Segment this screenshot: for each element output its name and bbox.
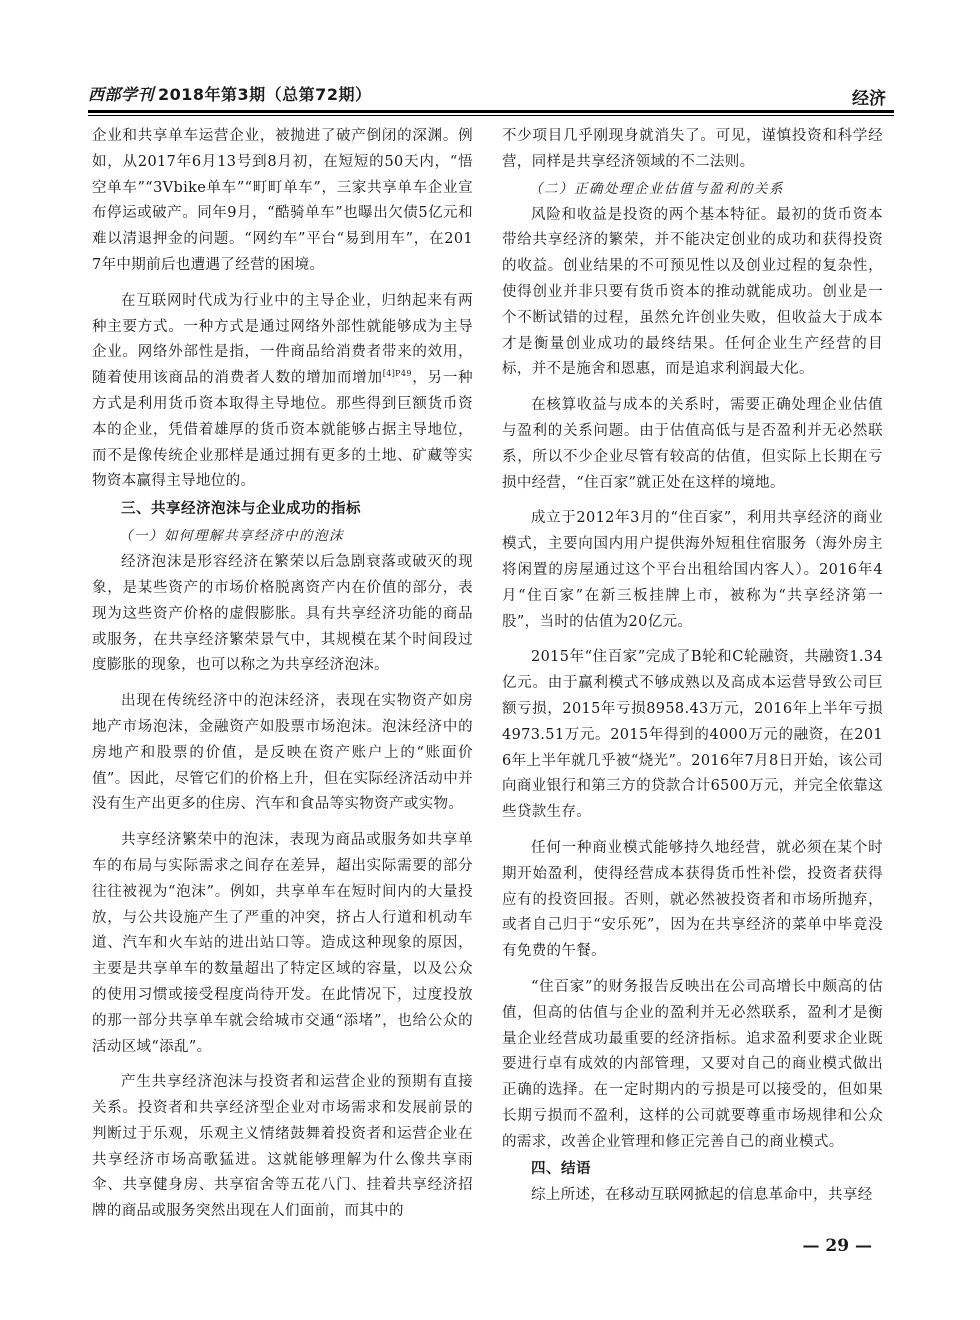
paragraph: [92, 289, 473, 495]
paragraph: “住百家”的财务报告反映出在公司高增长中颇高的估值，但高的估值与企业的盈利并无必然联系，盈利才是衡量企业经营成功最重要的经济指标。追求盈利要求企业既要进行卓有成效的内部管理，又要对自己的商业模式做出正确的选择。在一定时期内的亏损是可以接受的，但如果长期亏损而不盈利，这样的公司就要尊重市场规律和公众的需求，改善企业管理和修正完善自己的商业模式。: [502, 978, 883, 1150]
page-number: — 29 —: [802, 1236, 872, 1256]
section-heading: 三、共享经济泡沫与企业成功的指标: [121, 501, 361, 518]
section-heading: 四、结语: [531, 1161, 591, 1178]
paragraph: 产生共享经济泡沫与投资者和运营企业的预期有直接关系。投资者和共享经济型企业对市场需求和发展前景的判断过于乐观，乐观主义情绪鼓舞着投资者和运营企业在共享经济市场高歌猛进。这就能够理解为什么像共享雨伞、共享健身房、共享宿舍等五花八门、挂着共享经济招牌的商品或服务突然出现在人们面前，而其中的: [92, 1074, 473, 1220]
left-column: [92, 124, 473, 1225]
paragraph: 出现在传统经济中的泡沫经济，表现在实物资产如房地产市场泡沫，金融资产如股票市场泡沫。泡沫经济中的房地产和股票的价值，是反映在资产账户上的“账面价值”。因此，尽管它们的价格上升，但在实际经济活动中并没有生产出更多的住房、汽车和食品等实物资产或实物。: [92, 693, 473, 813]
paragraph: 成立于2012年3月的“住百家”，利用共享经济的商业模式，主要向国内用户提供海外短租住宿服务（海外房主将闲置的房屋通过这个平台出租给国内客人）。2016年4月“住百家”在新三板挂牌上市，被称为“共享经济第一股”，当时的估值为20亿元。: [502, 510, 883, 630]
paragraph: 经济泡沫是形容经济在繁荣以后急剧衰落或破灭的现象，是某些资产的市场价格脱离资产内在价值的部分，表现为这些资产价格的虚假膨胀。具有共享经济功能的商品或服务，在共享经济繁荣景气中，其规模在某个时间段过度膨胀的现象，也可以称之为共享经济泡沫。: [92, 554, 473, 674]
paragraph: 在核算收益与成本的关系时，需要正确处理企业估值与盈利的关系问题。由于估值高低与是否盈利并无必然联系，所以不少企业尽管有较高的估值，但实际上长期在亏损中经营，“住百家”就正处在这样的境地。: [502, 397, 883, 491]
citation-ref: [4]P49: [382, 369, 412, 379]
journal-name: 西部学刊: [88, 85, 155, 104]
paragraph-text: ，另一种方式是利用货币资本取得主导地位。那些得到巨额货币资本的企业，凭借着雄厚的货币资本就能够占据主导地位，而不是像传统企业那样是通过拥有更多的土地、矿藏等实物资本赢得主导地位的。: [92, 370, 473, 490]
journal-issue-line: [88, 82, 371, 105]
issue-info: 2018年第3期（总第72期）: [158, 85, 372, 104]
paragraph: 不少项目几乎刚现身就消失了。可见，谨慎投资和科学经营，同样是共享经济领域的不二法则。: [502, 128, 883, 170]
paragraph: 任何一种商业模式能够持久地经营，就必须在某个时期开始盈利，使得经营成本获得货币性补偿，投资者获得应有的投资回报。否则，就必然被投资者和市场所抛弃，或者自己归于“安乐死”，因为在共享经济的菜单中毕竟没有免费的午餐。: [502, 839, 883, 960]
header-rule-thick: [88, 110, 894, 113]
paragraph: 企业和共享单车运营企业，被抛进了破产倒闭的深渊。例如，从2017年6月13号到8月初，在短短的50天内，“悟空单车”“3Vbike单车”“町町单车”，三家共享单车企业宣布停运或破产。同年9月，“酷骑单车”也曝出欠债5亿元和难以清退押金的问题。“网约车”平台“易到用车”，在2017年中期前后也遭遇了经营的困境。: [92, 128, 473, 273]
subsection-heading: （二）正确处理企业估值与盈利的关系: [529, 180, 784, 197]
paragraph: 共享经济繁荣中的泡沫，表现为商品或服务如共享单车的布局与实际需求之间存在差异，超出实际需要的部分往往被视为“泡沫”。例如，共享单车在短时间内的大量投放，与公共设施产生了严重的冲突，挤占人行道和机动车道、汽车和火车站的进出站口等。造成这种现象的原因，主要是共享单车的数量超出了特定区域的容量，以及公众的使用习惯或接受程度尚待开发。在此情况下，过度投放的那一部分共享单车就会给城市交通“添堵”，也给公众的活动区域“添乱”。: [92, 832, 473, 1055]
header-rule-thin: [88, 115, 894, 116]
running-header: [88, 80, 894, 108]
paragraph: 2015年“住百家”完成了B轮和C轮融资，共融资1.34亿元。由于赢利模式不够成熟以及高成本运营导致公司巨额亏损，2015年亏损8958.43万元，2016年上半年亏损4973.51万元。2015年得到的4000万元的融资，在2016年上半年就几乎被“烧光”。2016年7月8日开始，该公司向商业银行和第三方的贷款合计6500万元，并完全依靠这些贷款生存。: [502, 649, 883, 821]
paragraph: 风险和收益是投资的两个基本特征。最初的货币资本带给共享经济的繁荣，并不能决定创业的成功和获得投资的收益。创业结果的不可预见性以及创业过程的复杂性，使得创业并非只要有货币资本的推动就能成功。创业是一个不断试错的过程，虽然允许创业失败，但收益大于成本才是衡量创业成功的最终结果。任何企业生产经营的目标，并不是施舍和恩惠，而是追求利润最大化。: [502, 206, 883, 378]
subsection-heading: （一）如何理解共享经济中的泡沫: [119, 528, 344, 545]
section-tag: 经济: [852, 89, 886, 109]
paragraph: 综上所述，在移动互联网掀起的信息革命中，共享经: [531, 1187, 873, 1204]
paragraph-text: 在互联网时代成为行业中的主导企业，归纳起来有两种主要方式。一种方式是通过网络外部性就能够成为主导企业。网络外部性是指，一件商品给消费者带来的效用，随着使用该商品的消费者人数的增加而增加: [92, 292, 473, 387]
right-column: [502, 124, 883, 1209]
